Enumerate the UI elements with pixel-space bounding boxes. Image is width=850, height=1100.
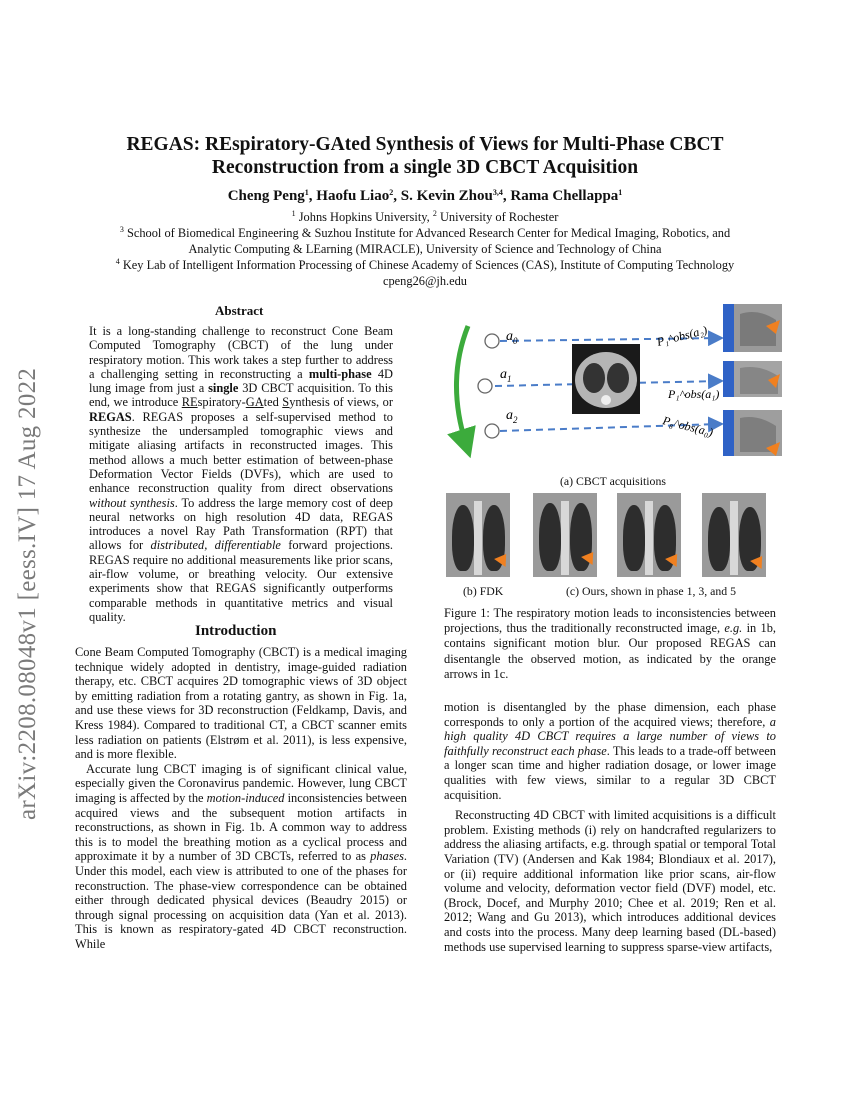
label-p8-obs-a0: P₈^obs(a₀) — [661, 413, 715, 440]
author-affil-mark: 1 — [304, 188, 309, 197]
abstract-body: It is a long-standing challenge to reconstruct Cone Beam Computed Tomography (CBCT) of the lung under respiratory motion. This work takes a step further to address a challenging setting in reconstructing a multi-phase 4D lung image from just a single 3D CBCT acquisition. To this end, we introduce REspiratory-GAted Synthesis of views, or REGAS. REGAS proposes a self-supervised method to synthesize the undersampled tomographic views and mitigate aliasing artifacts in reconstructed images. This method allows a much better estimation of between-phase Deformation Vector Fields (DVFs), which are used to enhance reconstruction quality from direct observations without synthesis. To address the large memory cost of deep neural networks on high resolution 4D data, REGAS introduces a novel Ray Path Transformation (RPT) that allows for distributed, differentiable forward projections. REGAS require no additional measurements like prior scans, air-flow volume, or breathing velocity. Our extensive experiments show that REGAS significantly outperforms comparable methods in quantitative metrics and visual quality. — [89, 324, 393, 624]
label-a0: $a_0$ — [506, 329, 518, 346]
affiliation-line-2: $^3$ School of Biomedical Engineering & Suzhou Institute for Advanced Research Center for Medical Imaging, Robotics, and — [119, 225, 731, 240]
ours-phase-1-image — [533, 493, 597, 577]
author-affil-mark: 2 — [389, 188, 394, 197]
label-p1-obs-a2: P₁^obs(a₂) — [655, 322, 709, 349]
projection-panels — [723, 304, 782, 456]
introduction-body — [75, 645, 407, 951]
caption-1b: (b) FDK — [463, 584, 504, 598]
author: S. Kevin Zhou — [400, 188, 493, 204]
affiliation-line-3: Analytic Computing & LEarning (MIRACLE), University of Science and Technology of China — [188, 242, 662, 256]
affiliation-line-4: $^4$ Key Lab of Intelligent Information Processing of Chinese Academy of Sciences (CAS), Institute of Computing Technology — [115, 257, 735, 272]
affil-cas: Key Lab of Intelligent Information Processing of Chinese Academy of Sciences (CAS), Institute of Computing Technology — [122, 258, 735, 272]
intro-paragraph-2: Accurate lung CBCT imaging is of significant clinical value, especially given the Coronavirus pandemic. However, lung CBCT imaging is affected by the motion-induced inconsistencies between acquired views and the subsequent motion artifacts in reconstructions, as shown in Fig. 1b. A common way to address this is to model the breathing motion as a cyclical process and approximate it by a number of 3D CBCTs, referred to as phases. Under this model, each view is attributed to one of the phases for reconstruction. The phase-view correspondence can be obtained either through dedicated physical devices (Beaudry 2015) or through signal processing on acquisition data (Yan et al. 2013). This is known as respiratory-gated 4D CBCT reconstruction. While — [75, 761, 407, 951]
affil-rochester: University of Rochester — [439, 210, 559, 224]
figure-1a-cbct-acquisitions — [440, 296, 785, 466]
figure-1-caption: Figure 1: The respiratory motion leads to inconsistencies between projections, thus the traditionally reconstructed image, e.g. in 1b, contains significant motion blur. Our proposed REGAS can disentangle the observed motion, as indicated by the orange arrows in 1c. — [444, 606, 776, 681]
affil-ustc-1: School of Biomedical Engineering & Suzhou Institute for Advanced Research Center for Medical Imaging, Robotics, and — [126, 226, 731, 240]
ours-phase-3-image — [617, 493, 681, 577]
affil-jhu: Johns Hopkins University, — [298, 210, 430, 224]
intro-paragraph-1: Cone Beam Computed Tomography (CBCT) is a medical imaging technique widely adopted in dentistry, image-guided radiation therapy, etc. CBCT acquires 2D tomographic views of 3D object by emitting radiation from a rotating gantry, as shown in Fig. 1a, and use these views for 3D reconstruction (Feldkamp, Davis, and Kress 1984). Compared to traditional CT, a CBCT scanner emits less radiation on patients (Elstrøm et al. 2011), is less expensive, and is more flexible. — [75, 645, 407, 762]
label-a2: $a_2$ — [506, 408, 518, 425]
author: Rama Chellappa — [510, 188, 619, 204]
right-paragraph-2: Reconstructing 4D CBCT with limited acquisitions is a difficult problem. Existing methods (i) rely on handcrafted regularizers to address the aliasing artifacts, e.g. through spatial or temporal Total Variation (TV) (Andersen and Kak 1984; Blondiaux et al. 2017), or (ii) require additional information like prior scans, air-flow volume and velocity, deformation vector field (DVF) model, etc. (Brock, Docef, and Murphy 2010; Chee et al. 2019; Ren et al. 2012; Wang and Gu 2013), which introduces additional devices and costs into the process. Many deep learning based (DL-based) methods use supervised learning to suppress sparse-view artifacts, — [444, 808, 776, 954]
ours-phase-5-image — [702, 493, 766, 577]
caption-1a: (a) CBCT acquisitions — [560, 474, 666, 488]
fdk-reconstruction-image — [446, 493, 510, 577]
ct-slice — [572, 344, 640, 414]
author: Haofu Liao — [316, 188, 390, 204]
abstract-heading: Abstract — [215, 303, 264, 318]
paper-title — [60, 133, 790, 179]
author-affil-mark: 1 — [618, 188, 623, 197]
author-affil-mark: 3,4 — [492, 188, 503, 197]
author-list: Cheng Peng$^1$, Haofu Liao$^2$, S. Kevin Zhou$^{3,4}$, Rama Chellappa$^1$ — [227, 188, 623, 204]
right-column-body — [444, 700, 776, 954]
contact-email[interactable]: cpeng26@jh.edu — [382, 274, 467, 288]
introduction-heading: Introduction — [195, 623, 277, 639]
caption-1c: (c) Ours, shown in phase 1, 3, and 5 — [566, 584, 737, 598]
affiliation-line-1: $^1$ Johns Hopkins University, $^2$ University of Rochester — [291, 209, 559, 224]
label-p1-obs-a1: P₁^obs(a₁) — [668, 387, 720, 401]
rotation-arrow — [456, 326, 468, 444]
title-line-1: REGAS: REspiratory-GAted Synthesis of Views for Multi-Phase CBCT — [126, 134, 724, 155]
label-a1: $a_1$ — [500, 367, 512, 384]
right-paragraph-1: motion is disentangled by the phase dimension, each phase corresponds to only a portion of the acquired views; therefore, a high quality 4D CBCT requires a large number of views to faithfully reconstruct each phase. This leads to a trade-off between a longer scan time and higher radiation dosage, or lower image qualities with few views, similar to a regular 3D CBCT acquisition. — [444, 700, 776, 802]
title-line-2: Reconstruction from a single 3D CBCT Acquisition — [211, 157, 639, 178]
author: Cheng Peng — [227, 188, 305, 204]
arxiv-identifier: arXiv:2208.08048v1 [eess.IV] 17 Aug 2022 — [14, 367, 41, 820]
